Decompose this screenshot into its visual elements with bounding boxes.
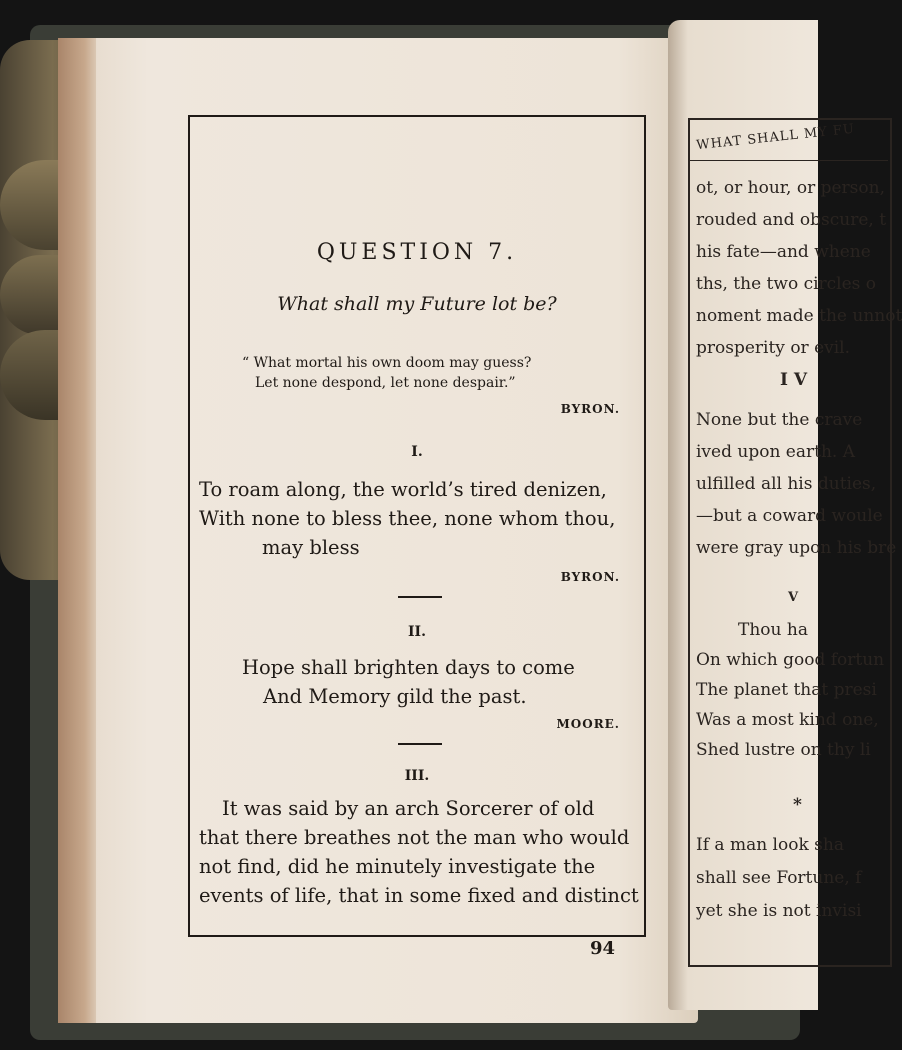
- page-number: 94: [590, 938, 616, 959]
- section-attribution: BYRON.: [560, 570, 620, 584]
- right-page-line: Shed lustre on thy li: [696, 740, 871, 760]
- right-page-line: If a man look sha: [696, 835, 844, 855]
- section-line: not find, did he minutely investigate the: [199, 855, 596, 878]
- epigraph-line: “ What mortal his own doom may guess?: [242, 355, 532, 371]
- right-page-numeral: V: [788, 590, 799, 605]
- section-line: It was said by an arch Sorcerer of old: [222, 797, 595, 820]
- section-divider: [398, 743, 442, 745]
- right-page-line: None but the crave: [696, 410, 863, 430]
- section-line: that there breathes not the man who would: [199, 826, 630, 849]
- question-subtitle: What shall my Future lot be?: [277, 293, 557, 315]
- section-numeral: II.: [408, 624, 426, 640]
- right-page-line: On which good fortun: [696, 650, 885, 670]
- right-page-header: WHAT SHALL MY FU: [695, 121, 856, 154]
- right-page: [668, 20, 902, 1010]
- question-title: QUESTION 7.: [316, 240, 518, 265]
- right-page-line: shall see Fortune, f: [696, 868, 862, 888]
- section-numeral: I.: [411, 444, 423, 460]
- right-page-line: prosperity or evil.: [696, 338, 851, 358]
- right-page-line: ived upon earth. A: [696, 442, 855, 462]
- right-page-line: —but a coward woule: [696, 506, 883, 526]
- section-line: Hope shall brighten days to come: [242, 656, 575, 679]
- right-page-line: ths, the two circles o: [696, 274, 877, 294]
- right-page-line: noment made the unnot: [696, 306, 902, 326]
- section-divider: [398, 596, 442, 598]
- section-attribution: MOORE.: [556, 717, 620, 731]
- section-line: With none to bless thee, none whom thou,: [199, 507, 616, 530]
- right-page-ornament: *: [793, 795, 802, 815]
- right-page-line: ot, or hour, or person,: [696, 178, 885, 198]
- section-line: may bless: [262, 536, 360, 559]
- right-page-line: ulfilled all his duties,: [696, 474, 877, 494]
- right-page-line: Was a most kind one,: [696, 710, 879, 730]
- epigraph-attribution: BYRON.: [560, 402, 620, 416]
- right-page-header-rule: [688, 160, 888, 161]
- section-line: And Memory gild the past.: [263, 685, 527, 708]
- right-page-line: yet she is not invisi: [696, 901, 862, 921]
- page-edge: [58, 38, 96, 1023]
- right-page-line: rouded and obscure, t: [696, 210, 887, 230]
- right-page-line: were gray upon his bre: [696, 538, 897, 558]
- right-page-line: his fate—and whene: [696, 242, 871, 262]
- section-line: To roam along, the world’s tired denizen,: [199, 478, 607, 501]
- right-page-line: The planet that presi: [696, 680, 877, 700]
- section-line: events of life, that in some fixed and distinct: [199, 884, 639, 907]
- epigraph-line: Let none despond, let none despair.”: [255, 375, 516, 391]
- right-page-line: Thou ha: [738, 620, 808, 640]
- right-page-numeral: I V: [780, 370, 808, 390]
- section-numeral: III.: [404, 768, 430, 784]
